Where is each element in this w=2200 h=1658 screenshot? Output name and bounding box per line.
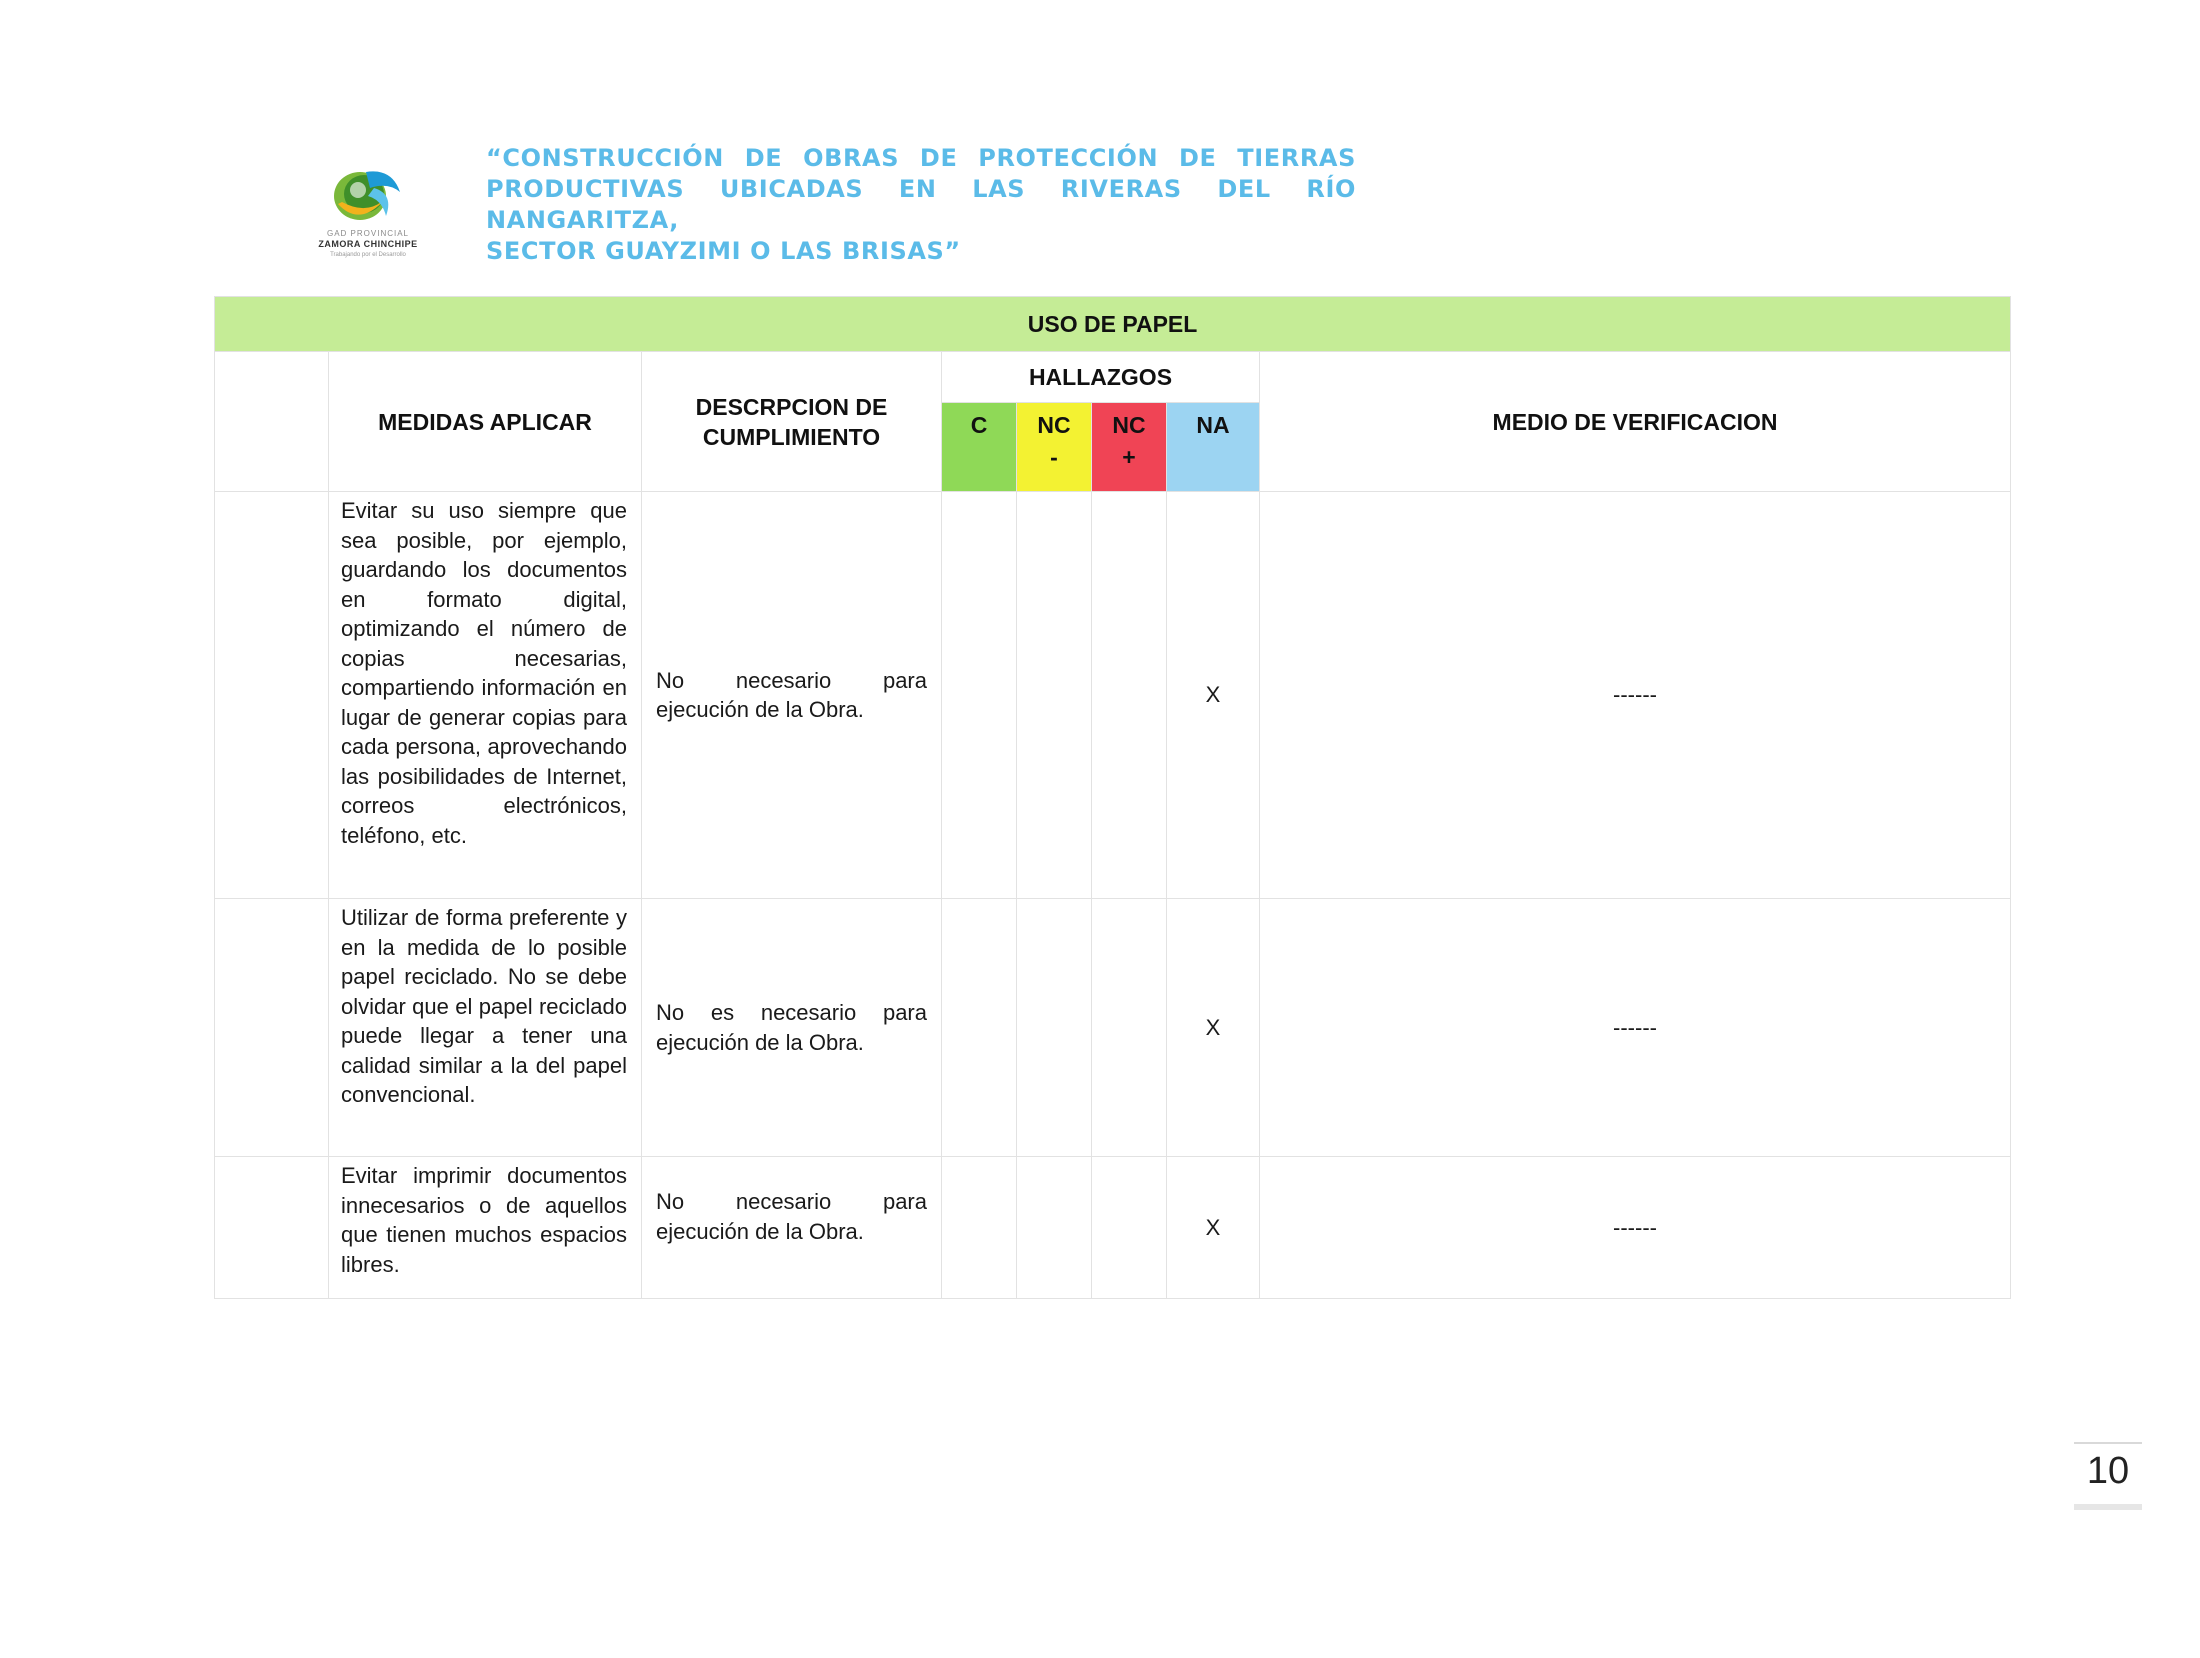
- na-cell: X: [1167, 1157, 1260, 1299]
- table-row: [215, 1157, 2011, 1299]
- nc-plus-cell: [1092, 899, 1167, 1157]
- description-cell: No necesario para ejecución de la Obra.: [642, 1157, 942, 1299]
- blank-cell: [215, 899, 329, 1157]
- document-title: [486, 143, 1356, 267]
- measure-cell: Evitar imprimir documentos innecesarios o de aquellos que tienen muchos espacios libres.: [329, 1157, 642, 1299]
- blank-header-cell: [215, 352, 329, 492]
- c-header: C: [942, 403, 1017, 492]
- title-line-1: “CONSTRUCCIÓN DE OBRAS DE PROTECCIÓN DE TIERRAS: [486, 144, 1356, 172]
- na-cell: X: [1167, 492, 1260, 899]
- table-row: [215, 899, 2011, 1157]
- na-header: NA: [1167, 403, 1260, 492]
- description-cell: No es necesario para ejecución de la Obra.: [642, 899, 942, 1157]
- nc-plus-cell: [1092, 1157, 1167, 1299]
- measure-cell: Evitar su uso siempre que sea posible, por ejemplo, guardando los documentos en formato digital, optimizando el número de copias necesarias, compartiendo información en lugar de generar copias para cada persona, aprovechando las posibilidades de Internet, correos electrónicos, teléfono, etc.: [329, 492, 642, 899]
- gad-logo: [308, 158, 428, 258]
- c-cell: [942, 899, 1017, 1157]
- logo-line1: GAD PROVINCIAL: [326, 229, 409, 238]
- description-header: DESCRPCION DE CUMPLIMIENTO: [642, 352, 942, 492]
- gad-emblem-icon: [308, 158, 428, 230]
- verification-header: MEDIO DE VERIFICACION: [1260, 352, 2011, 492]
- logo-line2: ZAMORA CHINCHIPE: [318, 239, 418, 249]
- nc-minus-header: NC -: [1017, 403, 1092, 492]
- nc-minus-cell: [1017, 1157, 1092, 1299]
- findings-header: HALLAZGOS: [942, 352, 1260, 403]
- verification-cell: ------: [1260, 1157, 2011, 1299]
- nc-minus-cell: [1017, 492, 1092, 899]
- title-line-2: PRODUCTIVAS UBICADAS EN LAS RIVERAS DEL RÍO NANGARITZA,: [486, 175, 1356, 234]
- page-number-text: 10: [2086, 1450, 2130, 1492]
- measure-cell: Utilizar de forma preferente y en la medida de lo posible papel reciclado. No se debe olvidar que el papel reciclado puede llegar a tener una calidad similar a la del papel convencional.: [329, 899, 642, 1157]
- nc-plus-cell: [1092, 492, 1167, 899]
- verification-cell: ------: [1260, 899, 2011, 1157]
- nc-plus-header: NC +: [1092, 403, 1167, 492]
- paper-use-table: [214, 296, 2011, 1299]
- c-cell: [942, 492, 1017, 899]
- blank-cell: [215, 492, 329, 899]
- na-cell: X: [1167, 899, 1260, 1157]
- title-line-3: SECTOR GUAYZIMI O LAS BRISAS”: [486, 237, 961, 265]
- logo-line3: Trabajando por el Desarrollo: [330, 252, 406, 258]
- description-cell: No necesario para ejecución de la Obra.: [642, 492, 942, 899]
- page-number: [2074, 1442, 2142, 1510]
- c-cell: [942, 1157, 1017, 1299]
- measures-header: MEDIDAS APLICAR: [329, 352, 642, 492]
- table-row: [215, 492, 2011, 899]
- verification-cell: ------: [1260, 492, 2011, 899]
- nc-minus-cell: [1017, 899, 1092, 1157]
- blank-cell: [215, 1157, 329, 1299]
- section-title: USO DE PAPEL: [215, 297, 2011, 352]
